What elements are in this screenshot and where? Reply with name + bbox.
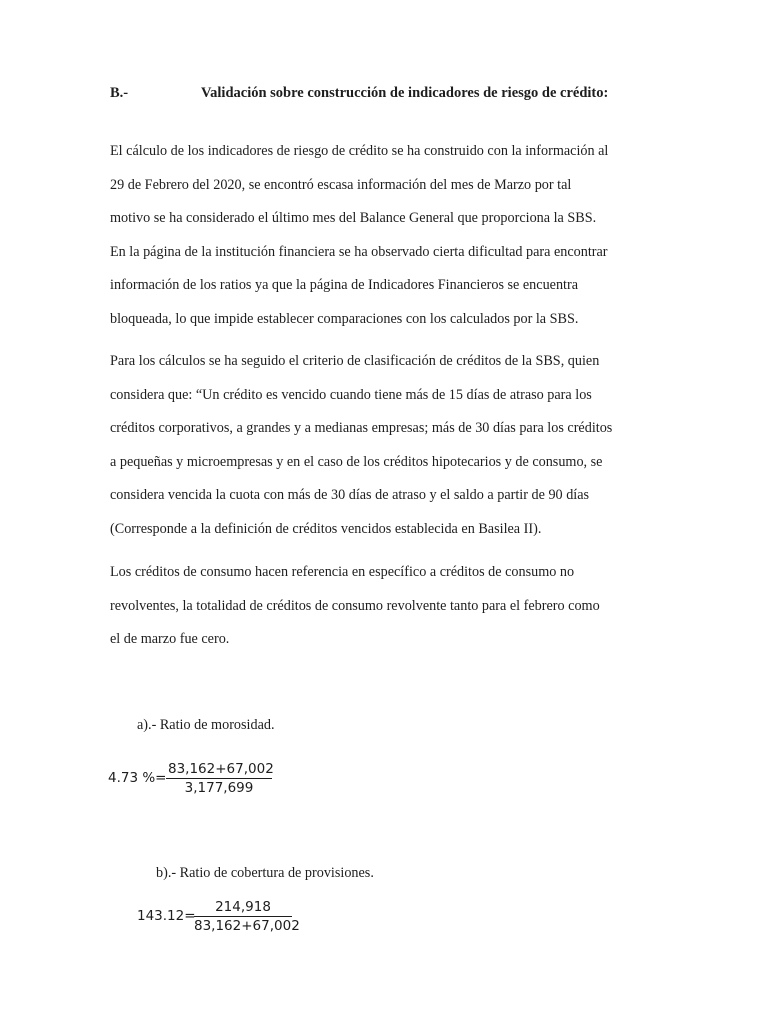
fraction-bar (194, 916, 292, 917)
paragraph-line: Para los cálculos se ha seguido el criterio de clasificación de créditos de la SBS, quien (110, 353, 600, 369)
paragraph-line: el de marzo fue cero. (110, 631, 230, 648)
section-number: B.- (110, 85, 129, 101)
ratio-a-numerator: 83,162+67,002 (168, 761, 274, 777)
fraction-bar (166, 778, 272, 779)
ratio-a-label: a).- Ratio de morosidad. (137, 717, 275, 733)
ratio-b-fraction (194, 899, 300, 934)
ratio-b-denominator: 83,162+67,002 (194, 918, 300, 934)
ratio-b-result: 143.12= (137, 908, 196, 924)
paragraph-line: información de los ratios ya que la página de Indicadores Financieros se encuentra (110, 277, 579, 294)
section-title: Validación sobre construcción de indicadores de riesgo de crédito: (201, 85, 609, 101)
paragraph-line: 29 de Febrero del 2020, se encontró escasa información del mes de Marzo por tal (110, 176, 572, 193)
ratio-a-result: 4.73 %= (108, 770, 167, 786)
paragraph-line: motivo se ha considerado el último mes del Balance General que proporciona la SBS. (110, 210, 597, 227)
paragraph-criteria (110, 353, 670, 555)
paragraph-line: bloqueada, lo que impide establecer comparaciones con los calculados por la SBS. (110, 310, 579, 327)
paragraph-consumer-credits (110, 564, 670, 665)
paragraph-line: considera que: “Un crédito es vencido cuando tiene más de 15 días de atraso para los (110, 386, 592, 403)
ratio-b-label: b).- Ratio de cobertura de provisiones. (156, 865, 374, 881)
ratio-a-fraction (166, 761, 272, 796)
ratio-a-denominator: 3,177,699 (184, 780, 254, 796)
paragraph-line: Los créditos de consumo hacen referencia en específico a créditos de consumo no (110, 564, 575, 580)
ratio-b-numerator: 214,918 (215, 899, 271, 915)
paragraph-line: créditos corporativos, a grandes y a medianas empresas; más de 30 días para los créditos (110, 420, 613, 437)
paragraph-line: (Corresponde a la definición de créditos vencidos establecida en Basilea II). (110, 520, 542, 537)
paragraph-line: En la página de la institución financiera se ha observado cierta dificultad para encontrar (110, 243, 608, 260)
paragraph-line: revolventes, la totalidad de créditos de consumo revolvente tanto para el febrero como (110, 597, 600, 614)
paragraph-data-source (110, 143, 670, 345)
paragraph-line: El cálculo de los indicadores de riesgo de crédito se ha construido con la información al (110, 143, 609, 159)
paragraph-line: considera vencida la cuota con más de 30 días de atraso y el saldo a partir de 90 días (110, 487, 590, 504)
paragraph-line: a pequeñas y microempresas y en el caso de los créditos hipotecarios y de consumo, se (110, 453, 603, 470)
